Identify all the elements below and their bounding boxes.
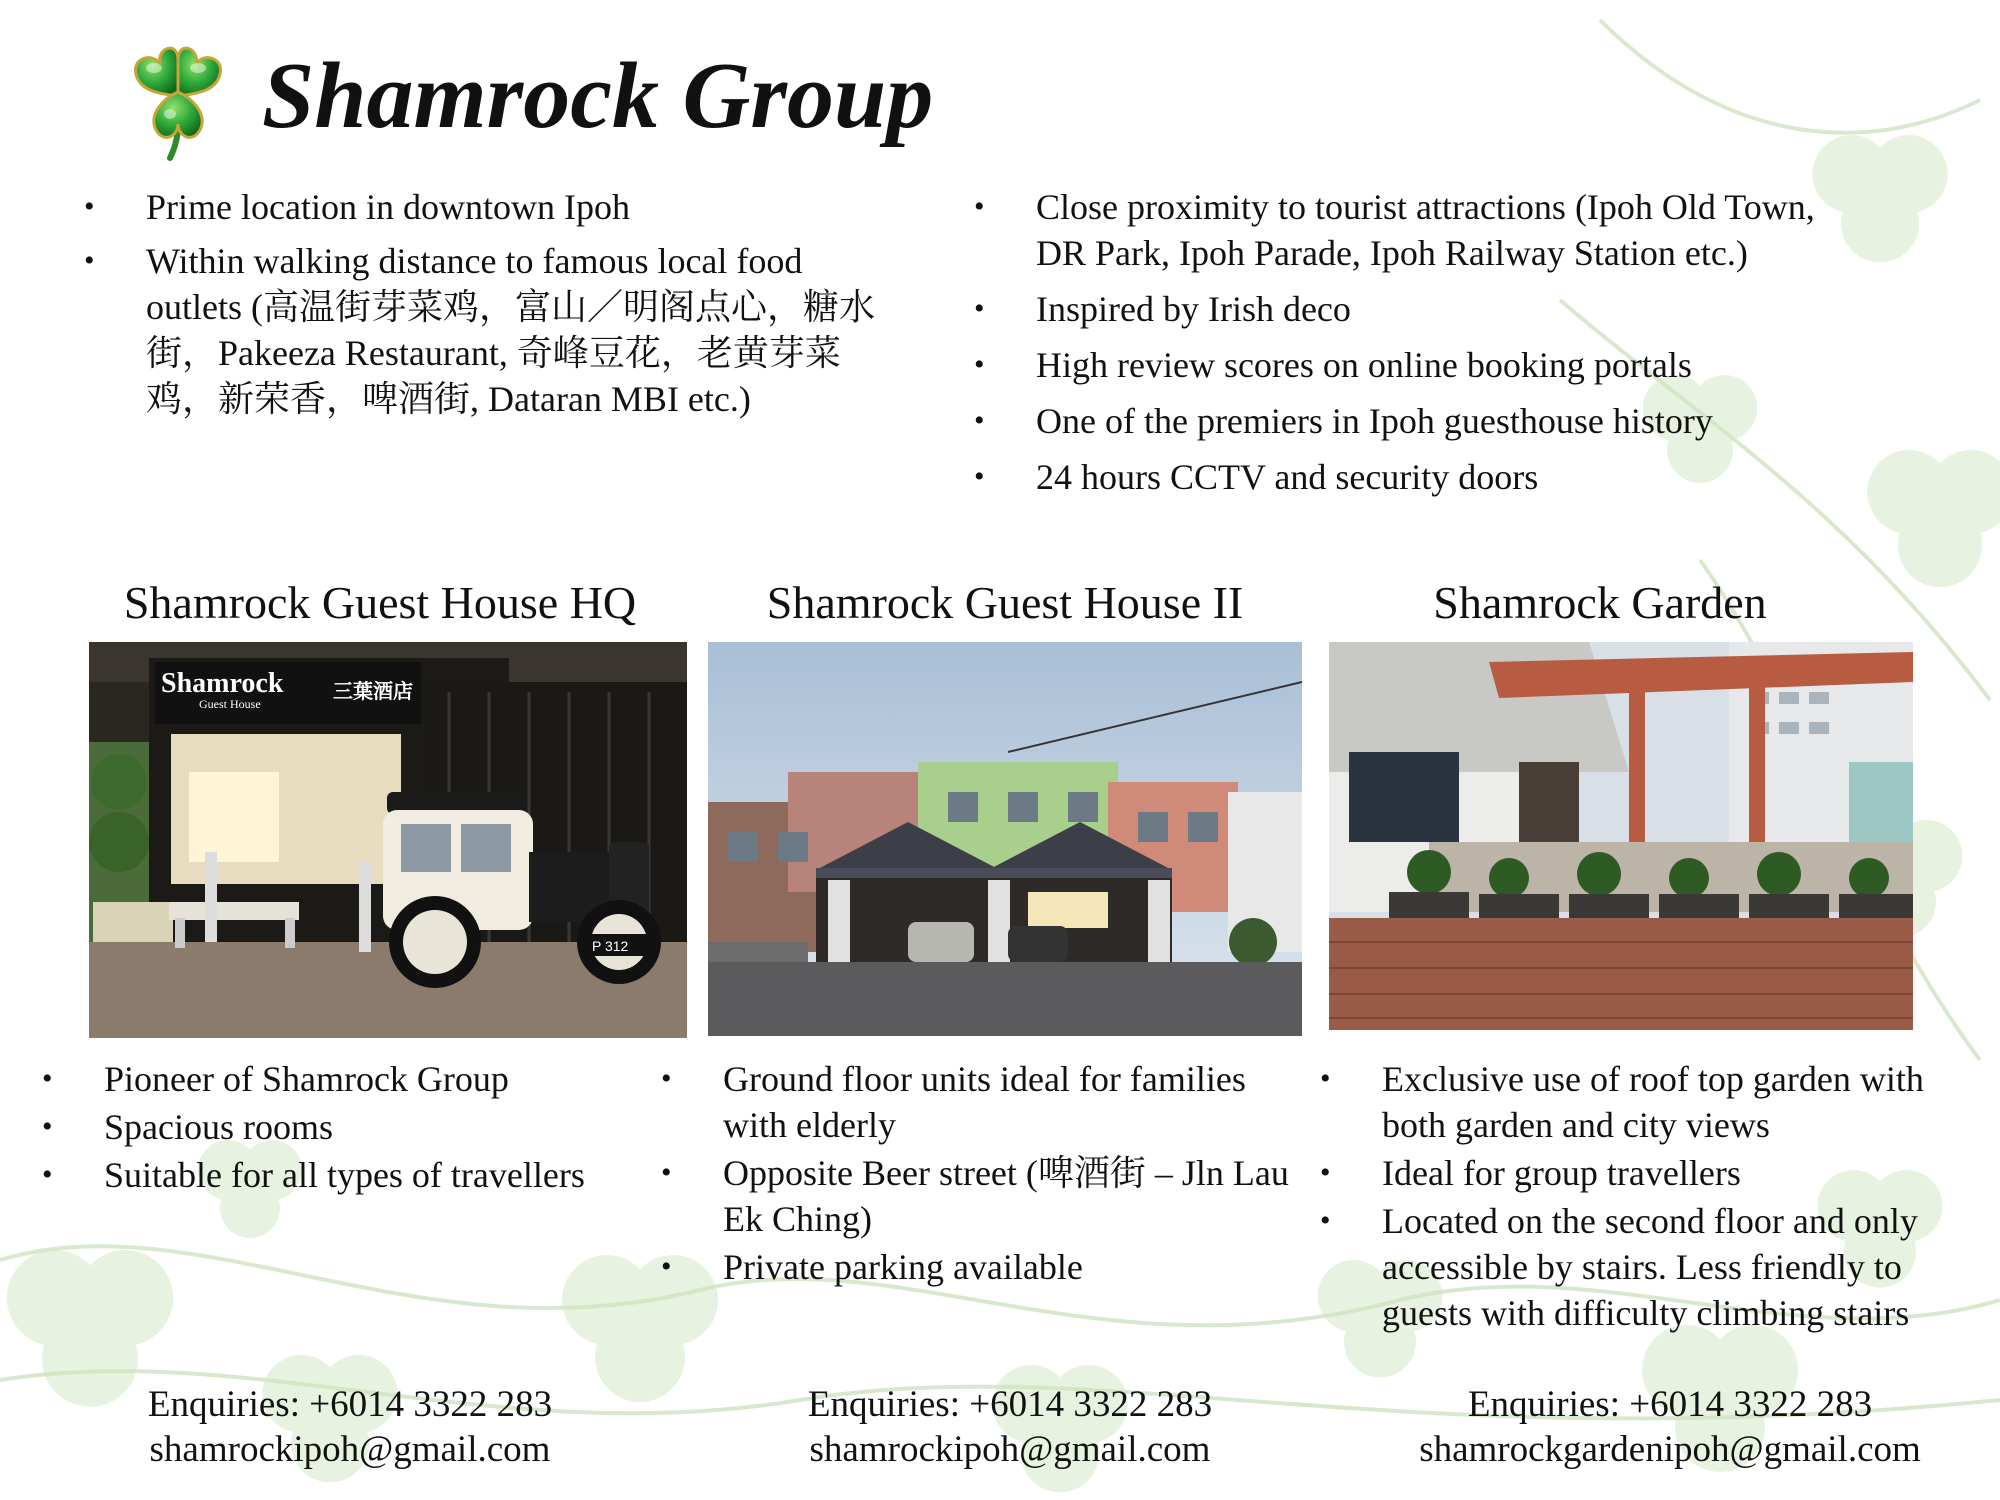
shamrock-icon [118, 34, 240, 162]
enquiries-hq [80, 1382, 620, 1472]
enquiries-garden [1380, 1382, 1960, 1472]
list-item: • Ideal for group travellers [1320, 1150, 1980, 1196]
enquiries-phone: Enquiries: +6014 3322 283 [1467, 1384, 1873, 1425]
enquiries-email[interactable]: shamrockipoh@gmail.com [149, 1429, 551, 1470]
list-item: • Exclusive use of roof top garden with both garden and city views [1320, 1056, 1980, 1148]
list-item: • Opposite Beer street (啤酒街 – Jln Lau Ek Ching) [661, 1150, 1311, 1242]
hq-sign-chinese: 三葉酒店 [333, 679, 413, 703]
property-features-hq [42, 1056, 642, 1200]
list-item: • Pioneer of Shamrock Group [42, 1056, 642, 1102]
hq-sign-text: Shamrock [161, 668, 284, 699]
list-item: • Private parking available [661, 1244, 1311, 1290]
list-item: • Within walking distance to famous local food outlets (高温街芽菜鸡，富山／明阁点心，糖水街，Pakeeza Restaurant, 奇峰豆花，老黄芽菜鸡，新荣香，啤酒街, Dataran MBI etc.) [84, 238, 904, 422]
page-title: Shamrock Group [262, 44, 934, 148]
property-title-garden: Shamrock Garden [1433, 577, 1767, 628]
hq-car-plate: P 312 [592, 938, 629, 954]
list-item: • Ground floor units ideal for families with elderly [661, 1056, 1311, 1148]
property-title-hq: Shamrock Guest House HQ [123, 577, 637, 628]
list-item: • High review scores on online booking portals [974, 342, 1854, 388]
enquiries-email[interactable]: shamrockipoh@gmail.com [809, 1429, 1211, 1470]
photo-guest-house-hq [89, 642, 687, 1038]
photo-shamrock-garden [1329, 642, 1913, 1030]
list-item: • Close proximity to tourist attractions (Ipoh Old Town, DR Park, Ipoh Parade, Ipoh Railway Station etc.) [974, 184, 1854, 276]
highlights-left-list [84, 184, 904, 430]
enquiries-email[interactable]: shamrockgardenipoh@gmail.com [1419, 1429, 1921, 1470]
enquiries-phone: Enquiries: +6014 3322 283 [147, 1384, 553, 1425]
property-features-house-ii [661, 1056, 1311, 1292]
highlights-right-list [974, 184, 1854, 510]
hq-sign-subtext: Guest House [199, 697, 261, 711]
list-item: • Spacious rooms [42, 1104, 642, 1150]
list-item: • Located on the second floor and only accessible by stairs. Less friendly to guests with difficulty climbing stairs [1320, 1198, 1980, 1336]
list-item: • Suitable for all types of travellers [42, 1152, 642, 1198]
photo-guest-house-ii [708, 642, 1302, 1036]
property-features-garden [1320, 1056, 1980, 1338]
enquiries-house-ii [740, 1382, 1280, 1472]
property-title-house-ii: Shamrock Guest House II [766, 577, 1244, 628]
list-item: • Prime location in downtown Ipoh [84, 184, 904, 230]
shamrock-logo [118, 34, 240, 162]
enquiries-phone: Enquiries: +6014 3322 283 [807, 1384, 1213, 1425]
list-item: • 24 hours CCTV and security doors [974, 454, 1854, 500]
list-item: • Inspired by Irish deco [974, 286, 1854, 332]
list-item: • One of the premiers in Ipoh guesthouse history [974, 398, 1854, 444]
